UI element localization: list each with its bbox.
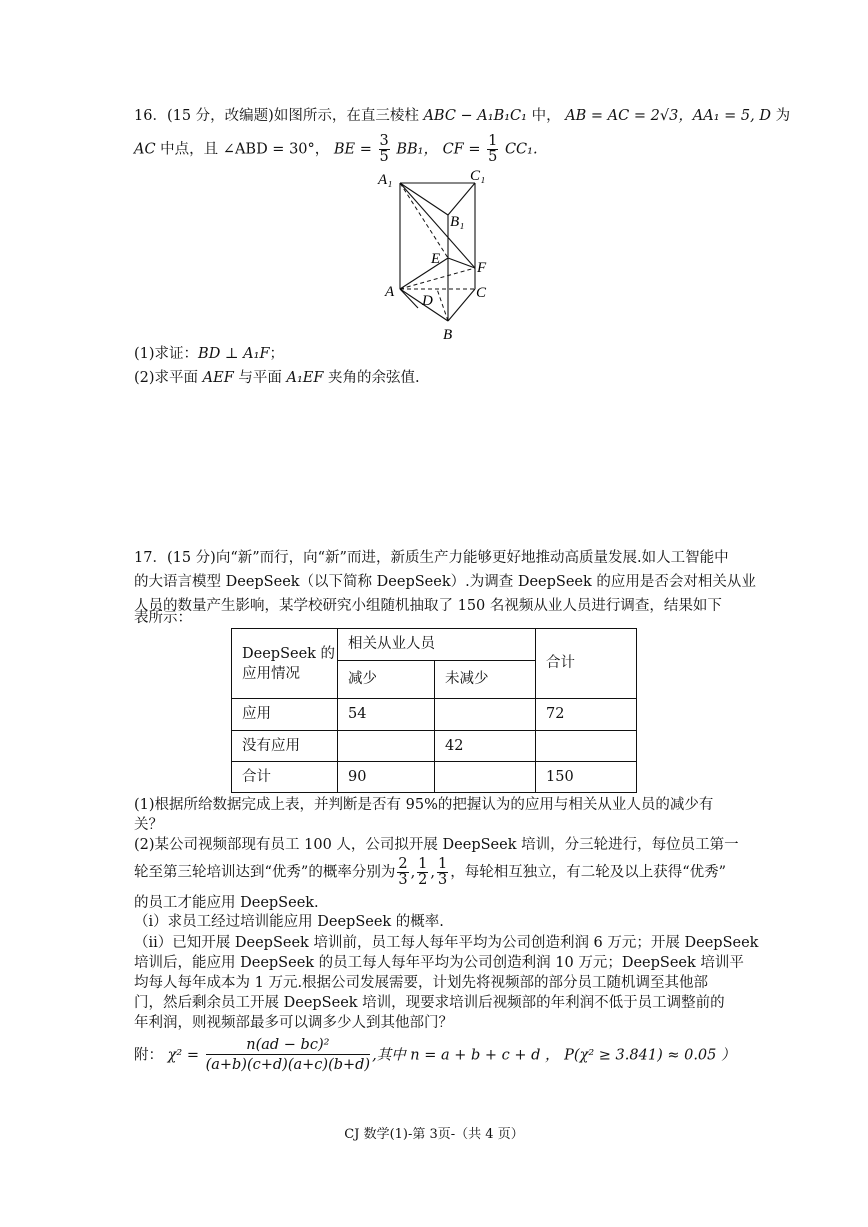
table-cell: 90	[338, 762, 435, 793]
q16-mid: 中，	[526, 108, 561, 124]
q16-intro: (15 分，改编题)如图所示，在直三棱柱	[166, 108, 419, 124]
chi-square-lhs: χ² =	[167, 1047, 199, 1064]
q16-plane-aef: AEF	[202, 370, 234, 386]
q17-sub-i: （i）求员工经过培训能应用 DeepSeek 的概率.	[134, 914, 444, 930]
q16-cf-tail: CC₁.	[504, 141, 538, 158]
table-col-not-reduce: 未减少	[435, 661, 536, 699]
table-group-header: 相关从业人员	[338, 629, 536, 661]
q17-line-1: 17．(15 分)向“新”而行，向“新”而进，新质生产力能够更好地推动高质量发展.如人工智能中	[134, 550, 729, 566]
table-cell: 合计	[232, 762, 338, 793]
q16-cond1: AB = AC = 2√3	[565, 108, 679, 124]
table-row	[232, 699, 637, 731]
label-A: A	[385, 284, 395, 300]
label-B: B	[443, 327, 453, 343]
q17-line-2: 的大语言模型 DeepSeek（以下简称 DeepSeek）.为调查 DeepSeek 的应用是否会对相关从业	[134, 574, 756, 590]
label-D: D	[422, 293, 433, 309]
chi-square-probability: P(χ² ≥ 3.841) ≈ 0.05 ）	[564, 1047, 736, 1064]
q17-sub-ii-line-3: 均每人每年成本为 1 万元.根据公司发展需要，计划先将视频部的部分员工随机调至其他部	[134, 975, 709, 991]
q17-part2-prefix: 轮至第三轮培训达到“优秀”的概率分别为	[134, 864, 396, 881]
table-cell: 54	[338, 699, 435, 731]
q17-sub-ii-line-4: 门，然后剩余员工开展 DeepSeek 培训，现要求培训后视频部的年利润不低于员工调整前的	[134, 995, 725, 1011]
table-cell	[536, 731, 637, 762]
survey-table	[231, 628, 637, 793]
q16-part1-label: (1)求证：	[134, 346, 199, 362]
chi-square-where: ,其中 n = a + b + c + d ，	[372, 1047, 560, 1064]
q16-part2-label: (2)求平面	[134, 370, 203, 386]
table-cell	[338, 731, 435, 762]
appendix-formula	[134, 1036, 735, 1075]
q16-be-fraction: $\frac{3}{5}$	[379, 133, 389, 165]
q16-be-tail: BB₁，	[396, 141, 438, 158]
table-cell: 没有应用	[232, 731, 338, 762]
q16-part1-tail: ；	[269, 346, 285, 362]
prob-fraction-2: $\frac{1}{2}$	[418, 856, 428, 888]
table-cell: 42	[435, 731, 536, 762]
q16-part2-tail: 夹角的余弦值.	[323, 370, 420, 386]
q17-line-4: 表所示：	[134, 610, 192, 626]
q16-part-2	[134, 371, 420, 386]
label-C: C	[476, 285, 487, 301]
table-cell: 应用	[232, 699, 338, 731]
q16-prism: ABC − A₁B₁C₁	[423, 108, 527, 124]
q16-ac: AC	[134, 141, 156, 158]
appendix-label: 附：	[134, 1047, 163, 1064]
q16-line2-mid: 中点，且 ∠ABD = 30°，	[155, 141, 330, 158]
q17-sub-ii-line-1: （ii）已知开展 DeepSeek 培训前，员工每人每年平均为公司创造利润 6 万元；开展 DeepSeek	[134, 935, 759, 951]
q16-number: 16．	[134, 108, 167, 124]
q16-cond2-tail: 为	[771, 108, 791, 124]
q17-sub-ii-line-5: 年利润，则视频部最多可以调多少人到其他部门？	[134, 1015, 453, 1031]
table-cell: 72	[536, 699, 637, 731]
q17-part2-line-2: 轮至第三轮培训达到“优秀”的概率分别为 $\frac{2}{3}$ , $\frac{1}{2}$ , $\frac{1}{3}$ ，每轮相互独立，有二轮及以上获得“优秀”	[134, 856, 727, 888]
table-col-reduce: 减少	[338, 661, 435, 699]
q16-part2-mid: 与平面	[233, 370, 287, 386]
prob-fraction-3: $\frac{1}{3}$	[438, 856, 448, 888]
table-row-header: DeepSeek 的 应用情况	[232, 629, 338, 699]
q17-part1-line-2: 关？	[134, 817, 163, 833]
page-footer: CJ 数学(1)-第 3页-（共 4 页）	[344, 1127, 524, 1142]
q16-part1-expr: BD ⊥ A₁F	[198, 346, 270, 362]
label-C1: C₁	[470, 168, 486, 184]
table-cell	[435, 762, 536, 793]
q16-part-1	[134, 347, 284, 362]
q17-sub-ii-line-2: 培训后，能应用 DeepSeek 的员工每人每年平均为公司创造利润 10 万元；DeepSeek 培训平	[134, 955, 744, 971]
q16-line-1	[134, 109, 790, 124]
q16-plane-a1ef: A₁EF	[286, 370, 324, 386]
label-B1: B₁	[450, 214, 465, 230]
q16-cf: CF =	[442, 141, 481, 158]
prob-fraction-1: $\frac{2}{3}$	[398, 856, 408, 888]
q17-line-3: 人员的数量产生影响，某学校研究小组随机抽取了 150 名视频从业人员进行调查，结果如下	[134, 598, 722, 614]
chi-square-fraction: $\frac{\text{n(ad − bc)²}}{(a+b)(c+d)(a+c)(b+d)}$	[205, 1037, 371, 1073]
q17-part2-suffix: ，每轮相互独立，有二轮及以上获得“优秀”	[450, 864, 727, 881]
table-col-total: 合计	[536, 629, 637, 699]
q16-line-2	[134, 134, 538, 165]
q17-part2-line-3: 的员工才能应用 DeepSeek.	[134, 895, 319, 911]
table-row	[232, 731, 637, 762]
label-E: E	[431, 251, 441, 267]
label-A1: A₁	[378, 172, 393, 188]
q16-cond2: ，AA₁ = 5, D	[678, 108, 772, 124]
table-row	[232, 762, 637, 793]
label-F: F	[477, 260, 487, 276]
q16-cf-fraction: $\frac{1}{5}$	[488, 133, 498, 165]
q17-part1-line-1: (1)根据所给数据完成上表，并判断是否有 95%的把握认为的应用与相关从业人员的减少有	[134, 797, 714, 813]
q16-be: BE =	[333, 141, 372, 158]
q17-part2-line-1: (2)某公司视频部现有员工 100 人，公司拟开展 DeepSeek 培训，分三轮进行，每位员工第一	[134, 837, 739, 853]
table-cell	[435, 699, 536, 731]
table-cell: 150	[536, 762, 637, 793]
prism-figure	[370, 168, 500, 343]
